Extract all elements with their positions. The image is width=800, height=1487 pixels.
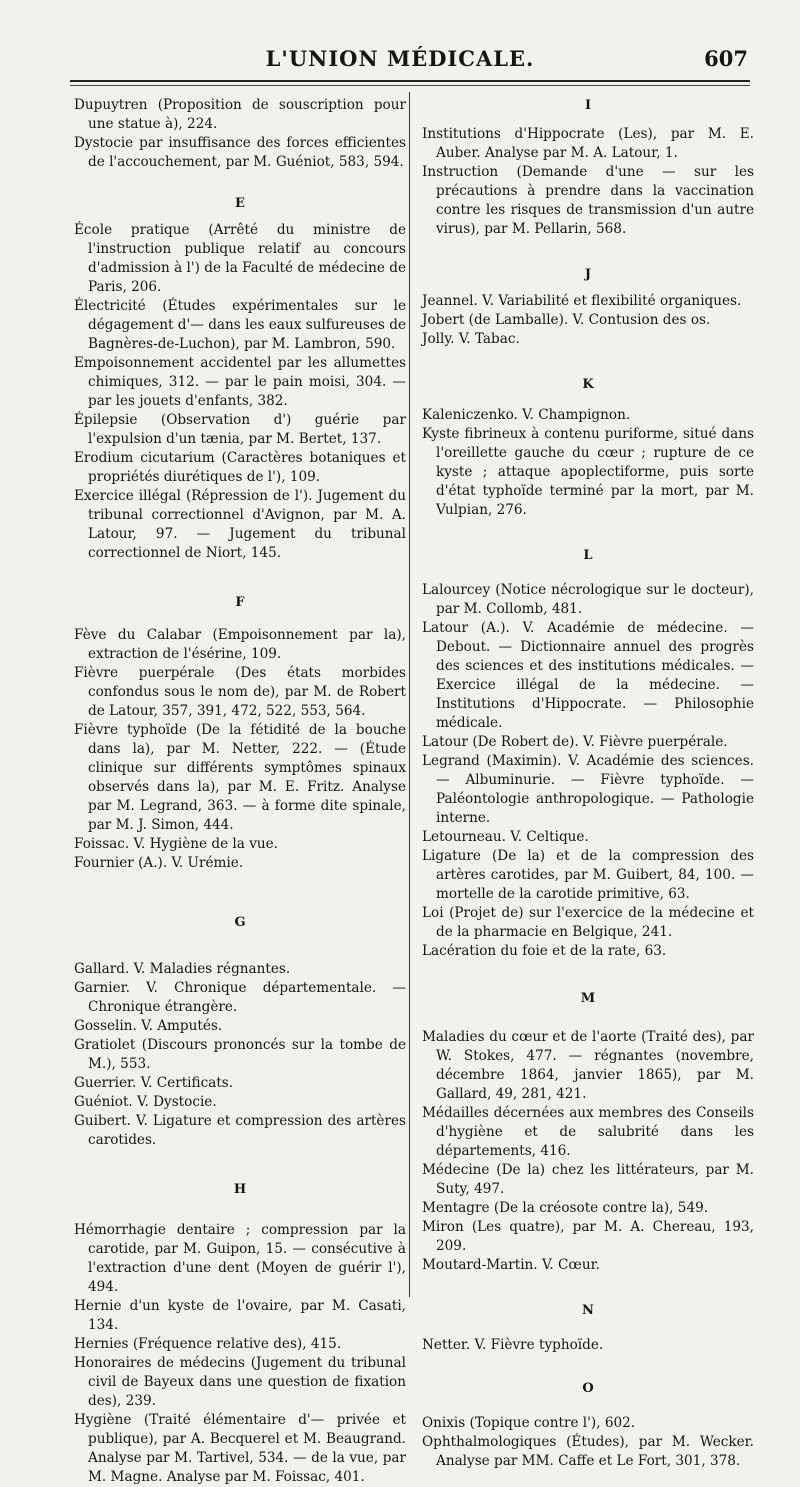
index-entry: Mentagre (De la créosote contre la), 549. [422, 1200, 709, 1216]
section-letter: E [235, 196, 245, 211]
index-entry: Latour (A.). V. Académie de médecine. — Debout. — Dictionnaire annuel des progrès des sciences et des institutions médicales. — Exercice illégal de la médecine. — Institutions d'Hippocrate. — Philosophie médicale. [422, 620, 754, 731]
index-entry: Fièvre typhoïde (De la fétidité de la bouche dans la), par M. Netter, 222. — (Étude clinique sur différents symptômes spinaux observés dans la), par M. E. Fritz. Analyse par M. Legrand, 363. — à forme dite spinale, par M. J. Simon, 444. [74, 722, 406, 833]
section-letter: H [233, 1182, 247, 1197]
left-column [74, 96, 406, 1487]
index-entry: Guibert. V. Ligature et compression des artères carotides. [74, 1113, 406, 1148]
index-entry: Dystocie par insuffisance des forces efficientes de l'accouchement, par M. Guéniot, 583, 594. [74, 135, 406, 170]
index-entry: Gratiolet (Discours prononcés sur la tombe de M.), 553. [74, 1037, 406, 1072]
section-letter: K [582, 377, 594, 392]
index-entry: Kaleniczenko. V. Champignon. [422, 407, 631, 423]
right-column [422, 96, 754, 1471]
section-letter: O [582, 1381, 594, 1396]
index-entry: Garnier. V. Chronique départementale. — Chronique étrangère. [74, 980, 406, 1015]
index-entry: Empoisonnement accidentel par les allumettes chimiques, 312. — par le pain moisi, 304. — par les jouets d'enfants, 382. [74, 355, 406, 409]
section-letter: L [583, 548, 593, 563]
index-entry: Exercice illégal (Répression de l'). Jugement du tribunal correctionnel d'Avignon, par M. A. Latour, 97. — Jugement du tribunal correctionnel de Niort, 145. [74, 488, 406, 561]
index-entry: Hernie d'un kyste de l'ovaire, par M. Casati, 134. [74, 1298, 406, 1333]
index-entry: Honoraires de médecins (Jugement du tribunal civil de Bayeux dans une question de fixation des), 239. [74, 1355, 406, 1409]
index-entry: Jolly. V. Tabac. [422, 331, 520, 347]
index-entry: Gosselin. V. Amputés. [74, 1018, 223, 1034]
index-entry: Médecine (De la) chez les littérateurs, par M. Suty, 497. [422, 1162, 754, 1197]
index-entry: Fièvre puerpérale (Des états morbides confondus sous le nom de), par M. de Robert de Latour, 357, 391, 472, 522, 553, 564. [74, 665, 406, 719]
index-entry: Guéniot. V. Dystocie. [74, 1094, 217, 1110]
index-entry: Letourneau. V. Celtique. [422, 829, 589, 845]
index-entry: Ligature (De la) et de la compression des artères carotides, par M. Guibert, 84, 100. — mortelle de la carotide primitive, 63. [422, 848, 754, 902]
index-entry: Lalourcey (Notice nécrologique sur le docteur), par M. Collomb, 481. [422, 582, 754, 617]
index-entry: Fournier (A.). V. Urémie. [74, 855, 244, 871]
index-entry: Instruction (Demande d'une — sur les précautions à prendre dans la vaccination contre les risques de transmission d'un autre virus), par M. Pellarin, 568. [422, 164, 754, 237]
index-entry: Jeannel. V. Variabilité et flexibilité organiques. [422, 293, 742, 309]
index-entry: Institutions d'Hippocrate (Les), par M. E. Auber. Analyse par M. A. Latour, 1. [422, 126, 754, 161]
section-letter: M [580, 991, 596, 1006]
index-entry: Hémorrhagie dentaire ; compression par la carotide, par M. Guipon, 15. — consécutive à l'extraction d'une dent (Moyen de guérir l'), 494. [74, 1222, 406, 1295]
index-entry: Jobert (de Lamballe). V. Contusion des os. [422, 312, 711, 328]
section-letter: J [584, 267, 592, 282]
index-entry: Maladies du cœur et de l'aorte (Traité des), par W. Stokes, 477. — régnantes (novembre, décembre 1864, janvier 1865), par M. Gallard, 49, 281, 421. [422, 1029, 754, 1102]
index-entry: Médailles décernées aux membres des Conseils d'hygiène et de salubrité dans les départements, 416. [422, 1105, 754, 1159]
index-entry: Onixis (Topique contre l'), 602. [422, 1415, 636, 1431]
header-rule-thin [70, 85, 750, 86]
index-entry: Moutard-Martin. V. Cœur. [422, 1257, 600, 1273]
index-entry: Lacération du foie et de la rate, 63. [422, 943, 667, 959]
index-entry: Netter. V. Fièvre typhoïde. [422, 1337, 604, 1353]
index-entry: Legrand (Maximin). V. Académie des sciences. — Albuminurie. — Fièvre typhoïde. — Paléontologie anthropologique. — Pathologie interne. [422, 753, 754, 826]
section-letter: G [234, 915, 246, 930]
index-entry: Gallard. V. Maladies régnantes. [74, 961, 291, 977]
index-entry: Dupuytren (Proposition de souscription pour une statue à), 224. [74, 97, 406, 132]
page-title: L'UNION MÉDICALE. [265, 46, 535, 71]
index-entry: Épilepsie (Observation d') guérie par l'expulsion d'un tænia, par M. Bertet, 137. [74, 412, 406, 447]
section-letter: F [235, 595, 245, 610]
section-letter: I [584, 98, 592, 113]
index-entry: Hygiène (Traité élémentaire d'— privée et publique), par A. Becquerel et M. Beaugrand. Analyse par M. Tartivel, 534. — de la vue, par M. Magne. Analyse par M. Foissac, 401. [74, 1412, 406, 1485]
index-entry: Latour (De Robert de). V. Fièvre puerpérale. [422, 734, 728, 750]
index-entry: Miron (Les quatre), par M. A. Chereau, 193, 209. [422, 1219, 754, 1254]
index-entry: Électricité (Études expérimentales sur le dégagement d'— dans les eaux sulfureuses de Bagnères-de-Luchon), par M. Lambron, 590. [74, 298, 406, 352]
column-divider [409, 92, 410, 1297]
index-entry: Ophthalmologiques (Études), par M. Wecker. Analyse par MM. Caffe et Le Fort, 301, 378. [422, 1434, 754, 1469]
index-entry: Hernies (Fréquence relative des), 415. [74, 1336, 342, 1352]
index-entry: Guerrier. V. Certificats. [74, 1075, 234, 1091]
index-entry: École pratique (Arrêté du ministre de l'instruction publique relatif au concours d'admission à l') de la Faculté de médecine de Paris, 206. [74, 222, 406, 295]
index-entry: Kyste fibrineux à contenu puriforme, situé dans l'oreillette gauche du cœur ; rupture de ce kyste ; attaque apoplectiforme, puis sorte d'état typhoïde terminé par la mort, par M. Vulpian, 276. [422, 426, 754, 518]
header-rule [70, 80, 750, 82]
index-entry: Erodium cicutarium (Caractères botaniques et propriétés diurétiques de l'), 109. [74, 450, 406, 485]
index-entry: Foissac. V. Hygiène de la vue. [74, 836, 279, 852]
page-number: 607 [704, 46, 748, 71]
index-entry: Fève du Calabar (Empoisonnement par la), extraction de l'ésérine, 109. [74, 627, 406, 662]
section-letter: N [582, 1303, 594, 1318]
index-entry: Loi (Projet de) sur l'exercice de la médecine et de la pharmacie en Belgique, 241. [422, 905, 754, 940]
